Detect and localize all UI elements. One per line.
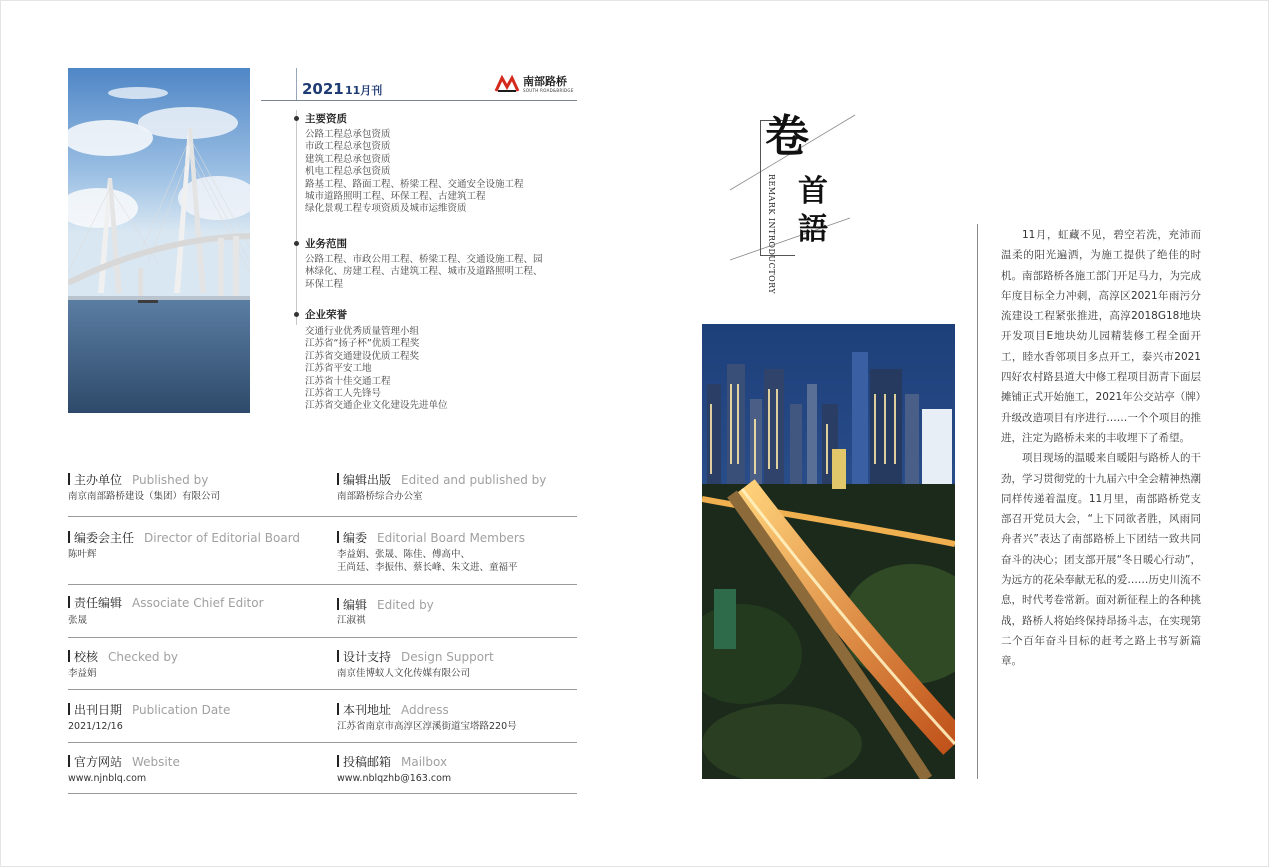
paragraph: 项目现场的温暖来自暖阳与路桥人的干劲，学习贯彻党的十九届六中全会精神热潮同样传递着温度。11月里，南部路桥党支部召开党员大会，“上下同欲者胜，风雨同舟者兴”表达了南部路桥上下团结一致共同奋斗的决心；团支部开展“冬日暖心行动”，为远方的花朵奉献无私的爱……历史川流不息，时代考卷常新。面对新征程上的各种挑战，路桥人将始终保持昂扬斗志，在实现第二个百年奋斗目标的赶考之路上书写新篇章。 xyxy=(1001,452,1201,668)
section-body-business-scope xyxy=(305,254,543,291)
title-char-shou: 首 xyxy=(798,174,828,209)
section-title-honors: 企业荣誉 xyxy=(305,309,347,321)
title-english: REMARK INTRODUCTORY xyxy=(767,174,776,295)
paragraph: 11月，虹藏不见，碧空若洗，充沛而温柔的阳光遍洒，为施工提供了绝佳的时机。南部路桥各施工部门开足马力，为完成年度目标全力冲刺，高淳区2021年雨污分流建设工程紧张推进，高淳2018G18地块开发项目E地块幼儿园精装修工程全面开工，睦水香邻项目多点开工，泰兴市2021四好农村路县道大中修工程项目沥青下面层摊铺正式开始施工，2021年公交站亭（牌）升级改造项目有序进行……一个个项目的推进，注定为路桥未来的丰收埋下了希望。 xyxy=(1001,229,1201,444)
masthead-value-edit-publish: 南部路桥综合办公室 xyxy=(337,491,423,502)
masthead-value-edited-by: 江淑祺 xyxy=(337,615,366,626)
list-item: 江苏省“扬子杯”优质工程奖 xyxy=(305,338,420,350)
masthead-divider xyxy=(68,742,577,743)
list-item: 市政工程总承包资质 xyxy=(305,141,391,153)
section-title-qualifications: 主要资质 xyxy=(305,113,347,125)
masthead-label-website: 官方网站 Website xyxy=(68,753,180,770)
masthead-value-website: www.njnblq.com xyxy=(68,773,147,784)
header-divider xyxy=(296,68,297,100)
masthead-divider xyxy=(68,637,577,638)
issue-year: 2021 xyxy=(302,80,344,98)
logo-mark-icon xyxy=(494,75,520,93)
list-item: 江苏省平安工地 xyxy=(305,363,372,375)
masthead-label-members: 编委 Editorial Board Members xyxy=(337,529,525,546)
list-item: 路基工程、路面工程、桥梁工程、交通安全设施工程 xyxy=(305,178,524,190)
list-item: 林绿化、房建工程、古建筑工程、城市及道路照明工程、 xyxy=(305,266,543,278)
masthead-value-members: 李益娟、张晟、陈佳、傅高中、 王尚廷、李振伟、蔡长峰、朱文进、童福平 xyxy=(337,549,518,573)
bullet-dot xyxy=(294,241,299,246)
header-rule xyxy=(261,100,577,101)
list-item: 城市道路照明工程、环保工程、古建筑工程 xyxy=(305,191,486,203)
list-item: 公路工程总承包资质 xyxy=(305,129,391,140)
masthead-divider xyxy=(68,689,577,690)
section-title-business-scope: 业务范围 xyxy=(305,238,347,250)
masthead-label-edit-publish: 编辑出版 Edited and published by xyxy=(337,471,546,488)
masthead-label-director: 编委会主任 Director of Editorial Board xyxy=(68,529,300,546)
text-column-divider xyxy=(977,224,978,779)
masthead-divider xyxy=(68,516,577,517)
list-item: 江苏省交通建设优质工程奖 xyxy=(305,350,420,362)
timeline-line xyxy=(296,110,297,325)
masthead-value-director: 陈叶辉 xyxy=(68,549,97,560)
logo-subtext: SOUTH ROAD&BRIDGE xyxy=(523,87,574,93)
list-item: 机电工程总承包资质 xyxy=(305,166,391,178)
masthead-label-publisher: 主办单位 Published by xyxy=(68,471,208,488)
bullet-dot xyxy=(294,312,299,317)
masthead-divider xyxy=(68,793,577,794)
list-item: 江苏省十佳交通工程 xyxy=(305,375,391,387)
masthead-label-address: 本刊地址 Address xyxy=(337,701,449,718)
masthead-value-mailbox: www.nblqzhb@163.com xyxy=(337,773,452,784)
masthead-value-associate-editor: 张晟 xyxy=(68,615,88,626)
city-night-photo xyxy=(702,324,955,779)
company-logo xyxy=(494,75,574,93)
issue-label: 11月刊 xyxy=(345,84,383,97)
masthead-label-design: 设计支持 Design Support xyxy=(337,648,494,665)
masthead-label-checked-by: 校核 Checked by xyxy=(68,648,178,665)
bullet-dot xyxy=(294,116,299,121)
logo-text: 南部路桥 xyxy=(523,74,567,88)
list-item: 公路工程、市政公用工程、桥梁工程、交通设施工程、园 xyxy=(305,254,543,265)
masthead-value-checked-by: 李益娟 xyxy=(68,668,97,679)
editorial-text xyxy=(1001,225,1201,672)
title-char-juan: 卷 xyxy=(765,111,809,162)
masthead-divider xyxy=(68,584,577,585)
masthead-value-design: 南京佳博蚁人文化传媒有限公司 xyxy=(337,668,471,679)
list-item: 江苏省工人先锋号 xyxy=(305,388,382,400)
masthead-value-date: 2021/12/16 xyxy=(68,721,123,732)
section-body-qualifications xyxy=(305,129,524,216)
bridge-photo xyxy=(68,68,250,413)
list-item: 绿化景观工程专项资质及城市运维资质 xyxy=(305,203,467,215)
list-item: 交通行业优秀质量管理小组 xyxy=(305,326,420,337)
masthead-value-publisher: 南京南部路桥建设（集团）有限公司 xyxy=(68,491,221,502)
section-body-honors xyxy=(305,326,448,413)
masthead-label-edited-by: 编辑 Edited by xyxy=(337,596,434,613)
list-item: 环保工程 xyxy=(305,278,344,290)
list-item: 江苏省交通企业文化建设先进单位 xyxy=(305,400,448,412)
masthead-label-associate-editor: 责任编辑 Associate Chief Editor xyxy=(68,594,264,611)
masthead-label-mailbox: 投稿邮箱 Mailbox xyxy=(337,753,447,770)
list-item: 建筑工程总承包资质 xyxy=(305,153,391,165)
masthead-value-address: 江苏省南京市高淳区淳溪街道宝塔路220号 xyxy=(337,721,517,732)
masthead-label-date: 出刊日期 Publication Date xyxy=(68,701,230,718)
title-char-yu: 語 xyxy=(798,212,828,247)
